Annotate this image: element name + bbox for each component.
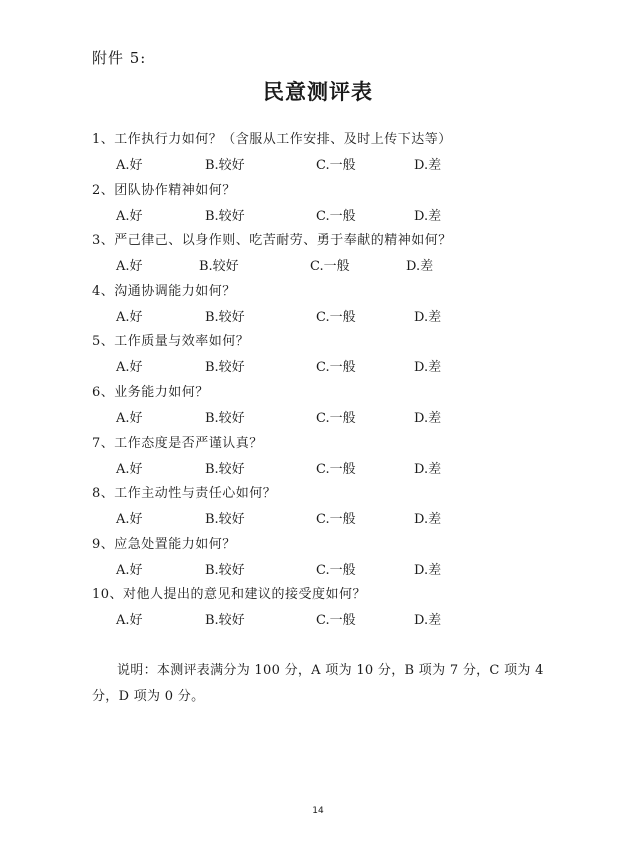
option-d: D.差 bbox=[414, 208, 442, 224]
question-text: 6、业务能力如何？ bbox=[92, 384, 209, 400]
option-a: A.好 bbox=[116, 613, 143, 629]
attachment-label: 附件 5: bbox=[92, 49, 147, 67]
question-9 bbox=[0, 527, 636, 578]
option-b: B.较好 bbox=[205, 208, 245, 224]
option-d: D.差 bbox=[414, 360, 442, 376]
option-b: B.较好 bbox=[205, 562, 245, 578]
question-8 bbox=[0, 476, 636, 527]
option-c: C.一般 bbox=[316, 410, 356, 426]
option-d: D.差 bbox=[414, 562, 442, 578]
option-c: C.一般 bbox=[316, 309, 356, 325]
option-b: B.较好 bbox=[205, 613, 245, 629]
option-c: C.一般 bbox=[316, 360, 356, 376]
option-a: A.好 bbox=[116, 562, 143, 578]
option-a: A.好 bbox=[116, 360, 143, 376]
page-number: 14 bbox=[312, 806, 324, 816]
option-b: B.较好 bbox=[205, 309, 245, 325]
option-d: D.差 bbox=[414, 512, 442, 528]
question-text: 4、沟通协调能力如何？ bbox=[92, 283, 236, 299]
option-c: C.一般 bbox=[310, 259, 350, 275]
question-7 bbox=[0, 426, 636, 477]
option-b: B.较好 bbox=[205, 410, 245, 426]
question-5 bbox=[0, 324, 636, 375]
question-4 bbox=[0, 274, 636, 325]
option-a: A.好 bbox=[116, 158, 143, 173]
question-text: 10、对他人提出的意见和建议的接受度如何？ bbox=[92, 587, 367, 603]
question-text: 1、工作执行力如何？（含服从工作安排、及时上传下达等） bbox=[92, 132, 452, 147]
scoring-note: 说明：本测评表满分为 100 分，A 项为 10 分，B 项为 7 分，C 项为 4 分，D 项为 0 分。 bbox=[92, 663, 544, 704]
question-text: 9、应急处置能力如何？ bbox=[92, 536, 236, 552]
question-3 bbox=[0, 223, 636, 274]
option-c: C.一般 bbox=[316, 562, 356, 578]
question-10 bbox=[0, 577, 636, 628]
question-6 bbox=[0, 375, 636, 426]
option-c: C.一般 bbox=[316, 158, 356, 173]
option-c: C.一般 bbox=[316, 613, 356, 629]
question-text: 3、严己律己、以身作则、吃苦耐劳、勇于奉献的精神如何？ bbox=[92, 233, 452, 249]
option-c: C.一般 bbox=[316, 461, 356, 477]
option-d: D.差 bbox=[414, 613, 442, 629]
option-a: A.好 bbox=[116, 410, 143, 426]
page-title: 民意测评表 bbox=[263, 80, 373, 104]
option-d: D.差 bbox=[414, 410, 442, 426]
question-text: 2、团队协作精神如何？ bbox=[92, 182, 236, 198]
option-b: B.较好 bbox=[205, 461, 245, 477]
question-text: 8、工作主动性与责任心如何？ bbox=[92, 486, 277, 502]
option-a: A.好 bbox=[116, 512, 143, 528]
option-d: D.差 bbox=[414, 309, 442, 325]
option-a: A.好 bbox=[116, 208, 143, 224]
option-a: A.好 bbox=[116, 259, 143, 275]
question-2 bbox=[0, 173, 636, 224]
option-b: B.较好 bbox=[205, 158, 245, 173]
option-d: D.差 bbox=[406, 259, 434, 275]
option-b: B.较好 bbox=[205, 512, 245, 528]
question-1 bbox=[0, 122, 636, 173]
option-c: C.一般 bbox=[316, 512, 356, 528]
question-text: 5、工作质量与效率如何？ bbox=[92, 334, 250, 350]
option-a: A.好 bbox=[116, 461, 143, 477]
option-d: D.差 bbox=[414, 461, 442, 477]
option-b: B.较好 bbox=[205, 360, 245, 376]
option-c: C.一般 bbox=[316, 208, 356, 224]
question-text: 7、工作态度是否严谨认真？ bbox=[92, 435, 263, 451]
option-b: B.较好 bbox=[199, 259, 239, 275]
option-a: A.好 bbox=[116, 309, 143, 325]
option-d: D.差 bbox=[414, 158, 442, 173]
question-list bbox=[0, 122, 636, 628]
